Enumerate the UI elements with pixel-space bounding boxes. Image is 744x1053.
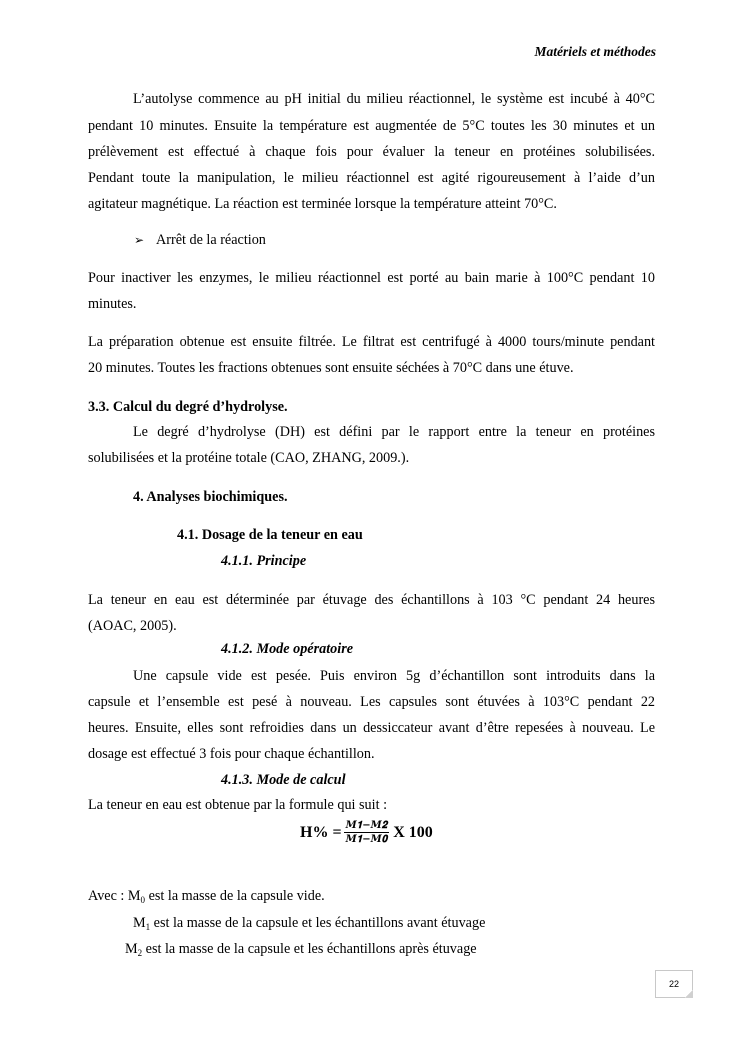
- text-line: agitateur magnétique. La réaction est terminée lorsque la température atteint 70°C.: [88, 196, 557, 212]
- definition-m0: [88, 888, 325, 905]
- text-line: heures. Ensuite, elles sont refroidies dans un dessiccateur avant d’être repesées à nouveau. Le: [88, 720, 655, 736]
- formula-denominator: 𝑴𝟏−𝑴𝟎: [345, 834, 388, 845]
- text-line: dosage est effectué 3 fois pour chaque échantillon.: [88, 746, 375, 762]
- water-content-formula: [300, 820, 433, 845]
- section-heading-4-1: 4.1. Dosage de la teneur en eau: [177, 527, 363, 543]
- definition-m1: [133, 915, 485, 932]
- definition-text: est la masse de la capsule et les échantillons après étuvage: [142, 941, 477, 957]
- section-heading-4-1-1: 4.1.1. Principe: [221, 553, 307, 569]
- definition-text: Avec : M: [88, 888, 141, 904]
- text-line: La préparation obtenue est ensuite filtrée. Le filtrat est centrifugé à 4000 tours/minute pendant: [88, 334, 655, 350]
- arrow-bullet-icon: ➢: [134, 233, 145, 247]
- section-heading-4-1-3: 4.1.3. Mode de calcul: [221, 772, 346, 788]
- text-line: 20 minutes. Toutes les fractions obtenues sont ensuite séchées à 70°C dans une étuve.: [88, 360, 574, 376]
- text-line: Le degré d’hydrolyse (DH) est défini par le rapport entre la teneur en protéines: [133, 424, 655, 440]
- text-line: La teneur en eau est obtenue par la formule qui suit :: [88, 797, 388, 813]
- definition-text: est la masse de la capsule et les échantillons avant étuvage: [150, 915, 486, 931]
- subscript: 0: [140, 895, 146, 905]
- subscript: 2: [137, 948, 143, 958]
- section-heading-3-3: 3.3. Calcul du degré d’hydrolyse.: [88, 399, 288, 415]
- formula-numerator: 𝑴𝟏−𝑴𝟐: [345, 820, 388, 831]
- definition-text: est la masse de la capsule vide.: [145, 888, 325, 904]
- text-line: solubilisées et la protéine totale (CAO, ZHANG, 2009.).: [88, 450, 410, 466]
- definition-text: M: [133, 915, 146, 931]
- text-line: capsule et l’ensemble est pesé à nouveau. Les capsules sont étuvées à 103°C pendant 22: [88, 694, 655, 710]
- text-line: minutes.: [88, 296, 137, 312]
- section-heading-4-1-2: 4.1.2. Mode opératoire: [221, 641, 354, 657]
- stop-reaction-title: Arrêt de la réaction: [156, 232, 266, 248]
- page-number-box: [655, 970, 693, 998]
- text-line: La teneur en eau est déterminée par étuvage des échantillons à 103 °C pendant 24 heures: [88, 592, 655, 608]
- text-line: L’autolyse commence au pH initial du milieu réactionnel, le système est incubé à 40°C: [133, 91, 655, 107]
- text-line: Pour inactiver les enzymes, le milieu réactionnel est porté au bain marie à 100°C pendant 10: [88, 270, 655, 286]
- page-header-title: Matériels et méthodes: [534, 44, 656, 59]
- text-line: Pendant toute la manipulation, le milieu réactionnel est agité rigoureusement à l’aide d’un: [88, 170, 655, 186]
- text-line: (AOAC, 2005).: [88, 618, 177, 634]
- formula-rhs: X 100: [393, 823, 433, 841]
- definition-text: M: [125, 941, 138, 957]
- text-line: prélèvement est effectué à chaque fois pour évaluer la teneur en protéines solubilisées.: [88, 144, 655, 160]
- formula-fraction: [344, 820, 390, 845]
- section-heading-4: 4. Analyses biochimiques.: [133, 489, 288, 505]
- page-fold-icon: [685, 990, 693, 998]
- page-number: 22: [668, 979, 679, 989]
- subscript: 1: [145, 922, 151, 932]
- text-line: Une capsule vide est pesée. Puis environ 5g d’échantillon sont introduits dans la: [133, 668, 655, 684]
- formula-lhs: H% =: [300, 823, 342, 841]
- definition-m2: [125, 941, 477, 958]
- text-line: pendant 10 minutes. Ensuite la température est augmentée de 5°C toutes les 30 minutes et un: [88, 118, 655, 134]
